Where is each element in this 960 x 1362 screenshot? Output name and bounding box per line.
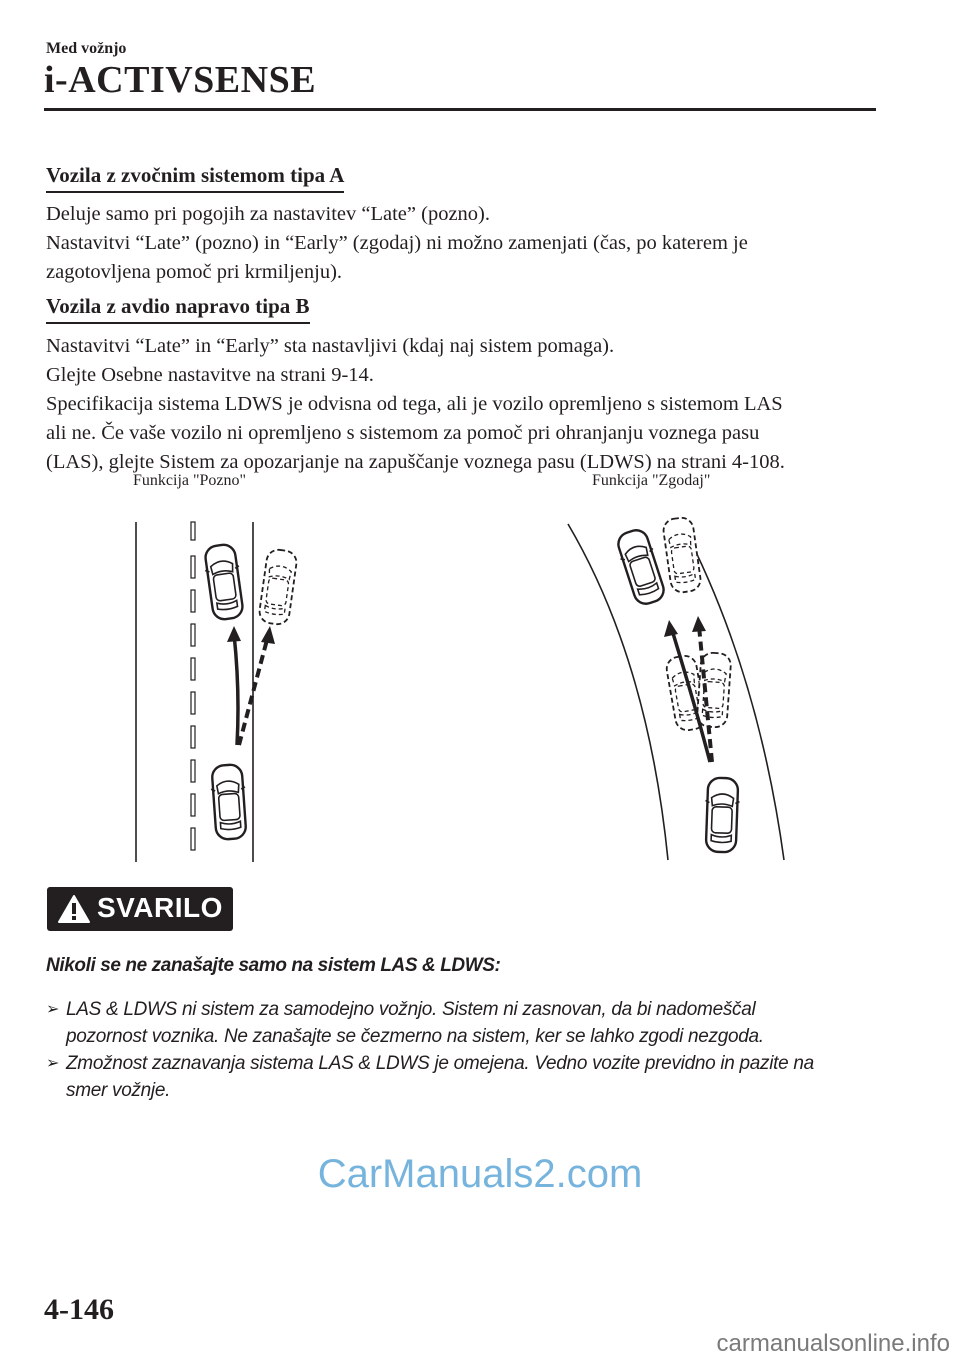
text-line: Zmožnost zaznavanja sistema LAS & LDWS je omejena. Vedno vozite previdno in pazite na	[66, 1053, 814, 1074]
heading-type-b: Vozila z avdio napravo tipa B	[46, 294, 310, 324]
text-line: smer vožnje.	[66, 1080, 171, 1101]
text-line: Nastavitvi “Late” in “Early” sta nastavljivi (kdaj naj sistem pomaga).	[46, 335, 615, 357]
text-line: Deluje samo pri pogojih za nastavitev “Late” (pozno).	[46, 203, 491, 225]
text-line: LAS & LDWS ni sistem za samodejno vožnjo. Sistem ni zasnovan, da bi nadomeščal	[66, 999, 756, 1020]
arrowhead-icon	[261, 626, 275, 644]
car-dashed-icon	[662, 516, 702, 593]
steering-path-arrow	[234, 634, 238, 745]
car-icon	[209, 764, 248, 840]
car-icon	[613, 527, 668, 608]
warning-lead: Nikoli se ne zanašajte samo na sistem LAS & LDWS:	[46, 955, 501, 976]
chapter-title: i-ACTIVSENSE	[44, 59, 317, 101]
text-line: ali ne. Če vaše vozilo ni opremljeno s sistemom za pomoč pri ohranjanju voznega pasu	[46, 422, 760, 444]
car-icon	[704, 777, 741, 852]
text-line: Nastavitvi “Late” (pozno) in “Early” (zgodaj) ni možno zamenjati (čas, po katerem je	[46, 232, 748, 254]
warning-badge	[47, 887, 233, 931]
warning-bullet	[46, 1050, 886, 1104]
bullet-arrow-icon: ➢	[46, 1055, 60, 1072]
car-icon	[202, 543, 246, 621]
car-dashed-icon	[258, 548, 298, 625]
lane-marking-dashes	[191, 522, 195, 850]
text-line: Glejte Osebne nastavitve na strani 9-14.	[46, 364, 374, 386]
watermark-text: CarManuals2.com	[317, 1152, 643, 1196]
arrowhead-icon	[227, 626, 241, 642]
caption-early: Funkcija "Zgodaj"	[592, 472, 711, 489]
arrowhead-icon	[664, 620, 678, 637]
bullet-arrow-icon: ➢	[46, 1001, 60, 1018]
arrowhead-icon	[692, 616, 706, 632]
text-line: Specifikacija sistema LDWS je odvisna od tega, ali je vozilo opremljeno s sistemom LAS	[46, 393, 783, 415]
footer-site-link[interactable]: carmanualsonline.info	[716, 1330, 950, 1357]
text-line: (LAS), glejte Sistem za opozarjanje na zapuščanje voznega pasu (LDWS) na strani 4-108.	[46, 451, 785, 473]
page-number: 4-146	[44, 1293, 114, 1326]
caption-late: Funkcija "Pozno"	[133, 472, 247, 489]
text-line: pozornost voznika. Ne zanašajte se čezmerno na sistem, ker se lahko zgodi nezgoda.	[66, 1026, 764, 1047]
heading-type-a: Vozila z zvočnim sistemom tipa A	[46, 163, 344, 193]
warning-bullet	[46, 996, 886, 1050]
warning-triangle-icon	[57, 894, 91, 924]
warning-label: SVARILO	[97, 892, 223, 923]
section-kicker: Med vožnjo	[46, 40, 127, 57]
text-line: zagotovljena pomoč pri krmiljenju).	[46, 261, 343, 283]
